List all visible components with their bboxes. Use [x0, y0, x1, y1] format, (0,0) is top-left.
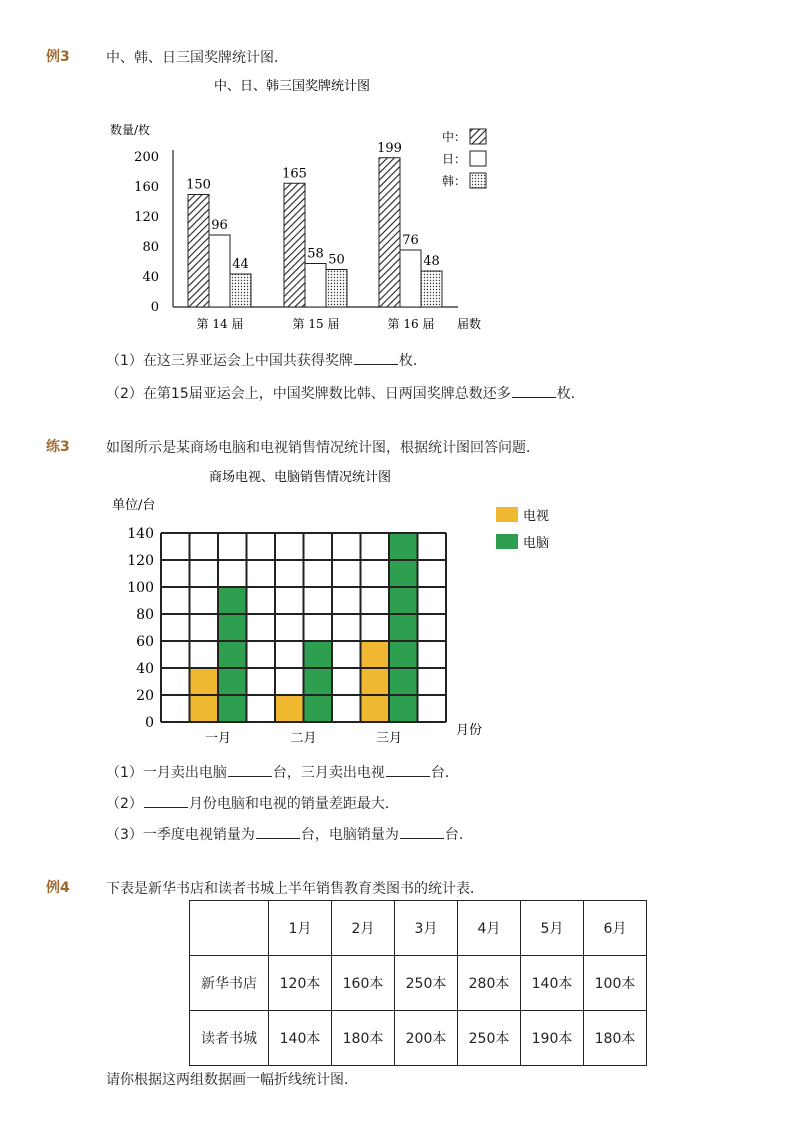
bar [326, 270, 347, 308]
table-header-cell: 4月 [458, 901, 521, 956]
x-axis-label: 月份 [456, 723, 483, 738]
y-tick-label: 140 [127, 526, 154, 542]
y-tick-label: 120 [134, 210, 159, 225]
practice-3-stem: 如图所示是某商场电脑和电视销售情况统计图，根据统计图回答问题． [106, 440, 540, 456]
answer-blank[interactable] [386, 764, 430, 777]
bar [389, 533, 418, 722]
table-cell: 180本 [584, 1011, 647, 1066]
question-text: 台． [430, 765, 459, 781]
legend-swatch [496, 534, 518, 549]
example-3-tag: 例3 [46, 49, 70, 65]
legend-label: 日： [442, 152, 467, 166]
data-label: 76 [402, 233, 419, 248]
question-text: 台． [444, 827, 473, 843]
question-text: （1）在这三界亚运会上中国共获得奖牌 [106, 353, 353, 369]
table-cell: 140本 [269, 1011, 332, 1066]
y-tick-label: 20 [136, 688, 154, 704]
legend-swatch [470, 151, 486, 166]
table-cell: 100本 [584, 956, 647, 1011]
table-cell: 160本 [332, 956, 395, 1011]
y-tick-label: 120 [127, 553, 154, 569]
bar [304, 641, 333, 722]
question-text: 台，三月卖出电视 [272, 765, 385, 781]
table-cell [190, 901, 269, 956]
question-text: （3）一季度电视销量为 [106, 827, 255, 843]
legend-label: 韩： [442, 174, 467, 188]
x-tick-label: 三月 [375, 731, 403, 746]
table-cell: 180本 [332, 1011, 395, 1066]
legend-swatch [496, 507, 518, 522]
answer-blank[interactable] [256, 826, 300, 839]
data-label: 96 [211, 218, 228, 233]
y-axis-label: 数量/枚 [110, 123, 151, 137]
answer-blank[interactable] [144, 795, 188, 808]
answer-blank[interactable] [228, 764, 272, 777]
bar [188, 195, 209, 308]
bar [230, 274, 251, 307]
table-cell: 190本 [521, 1011, 584, 1066]
legend-label: 电脑 [523, 536, 550, 551]
y-tick-label: 40 [136, 661, 154, 677]
legend-label: 电视 [523, 509, 550, 524]
table-cell: 250本 [395, 956, 458, 1011]
y-tick-label: 100 [127, 580, 154, 596]
example-4-tag: 例4 [46, 880, 70, 896]
table-cell: 120本 [269, 956, 332, 1011]
practice-3-tag: 练3 [46, 439, 70, 455]
question-3 [106, 824, 473, 844]
bar [421, 271, 442, 307]
sales-bar-chart [0, 455, 800, 755]
data-label: 199 [377, 140, 402, 156]
data-label: 44 [232, 257, 249, 272]
table-header-cell: 2月 [332, 901, 395, 956]
legend-swatch [470, 129, 486, 144]
example-4-stem: 下表是新华书店和读者书城上半年销售教育类图书的统计表． [106, 881, 484, 897]
chart-title: 商场电视、电脑销售情况统计图 [208, 470, 392, 485]
table-header-cell: 5月 [521, 901, 584, 956]
chart-title: 中、日、韩三国奖牌统计图 [213, 79, 371, 94]
table-header-cell: 1月 [269, 901, 332, 956]
row-label: 读者书城 [190, 1011, 269, 1066]
data-label: 165 [282, 166, 307, 182]
table-header-cell: 3月 [395, 901, 458, 956]
question-text: 月份电脑和电视的销量差距最大． [188, 796, 399, 812]
y-tick-label: 40 [142, 270, 159, 285]
sales-table [189, 900, 647, 1066]
y-tick-label: 80 [142, 240, 159, 255]
bar [209, 235, 230, 307]
y-tick-label: 0 [150, 300, 159, 315]
question-text: （2）在第15届亚运会上，中国奖牌数比韩、日两国奖牌总数还多 [106, 386, 511, 402]
x-tick-label: 第 16 届 [387, 317, 435, 331]
table-header-cell: 6月 [584, 901, 647, 956]
question-text: 枚． [556, 386, 585, 402]
bar [379, 158, 400, 307]
legend-label: 中： [442, 130, 467, 144]
table-row [190, 1011, 647, 1066]
bar [305, 264, 326, 308]
x-tick-label: 一月 [204, 731, 232, 746]
data-label: 50 [328, 252, 345, 268]
y-tick-label: 80 [136, 607, 154, 623]
question-text: （2） [106, 796, 143, 812]
data-label: 58 [307, 246, 324, 262]
footer-instruction: 请你根据这两组数据画一幅折线统计图． [106, 1072, 358, 1088]
answer-blank[interactable] [512, 385, 556, 398]
answer-blank[interactable] [400, 826, 444, 839]
x-tick-label: 第 14 届 [196, 317, 244, 331]
table-cell: 200本 [395, 1011, 458, 1066]
data-label: 48 [423, 254, 440, 269]
table-row [190, 956, 647, 1011]
bar [400, 250, 421, 307]
row-label: 新华书店 [190, 956, 269, 1011]
table-cell: 140本 [521, 956, 584, 1011]
medal-bar-chart [0, 0, 800, 345]
y-tick-label: 160 [134, 180, 159, 195]
bar [218, 587, 247, 722]
question-2 [106, 793, 399, 813]
question-1 [106, 350, 427, 370]
legend-swatch [470, 173, 486, 188]
table-cell: 250本 [458, 1011, 521, 1066]
bar [284, 183, 305, 307]
data-label: 150 [186, 177, 211, 193]
x-tick-label: 二月 [290, 731, 317, 746]
example-3-stem: 中、韩、日三国奖牌统计图． [106, 50, 288, 66]
y-tick-label: 200 [134, 150, 159, 165]
question-2 [106, 383, 585, 403]
x-axis-label: 届数 [457, 317, 482, 331]
y-tick-label: 0 [145, 715, 154, 731]
x-tick-label: 第 15 届 [292, 317, 340, 331]
table-cell: 280本 [458, 956, 521, 1011]
question-text: 台，电脑销量为 [300, 827, 399, 843]
question-text: （1）一月卖出电脑 [106, 765, 227, 781]
bar [275, 695, 304, 722]
question-1 [106, 762, 459, 782]
bar [361, 641, 390, 722]
answer-blank[interactable] [354, 352, 398, 365]
question-text: 枚． [398, 353, 427, 369]
table-header-row [190, 901, 647, 956]
y-tick-label: 60 [136, 634, 154, 650]
y-axis-label: 单位/台 [112, 498, 156, 513]
